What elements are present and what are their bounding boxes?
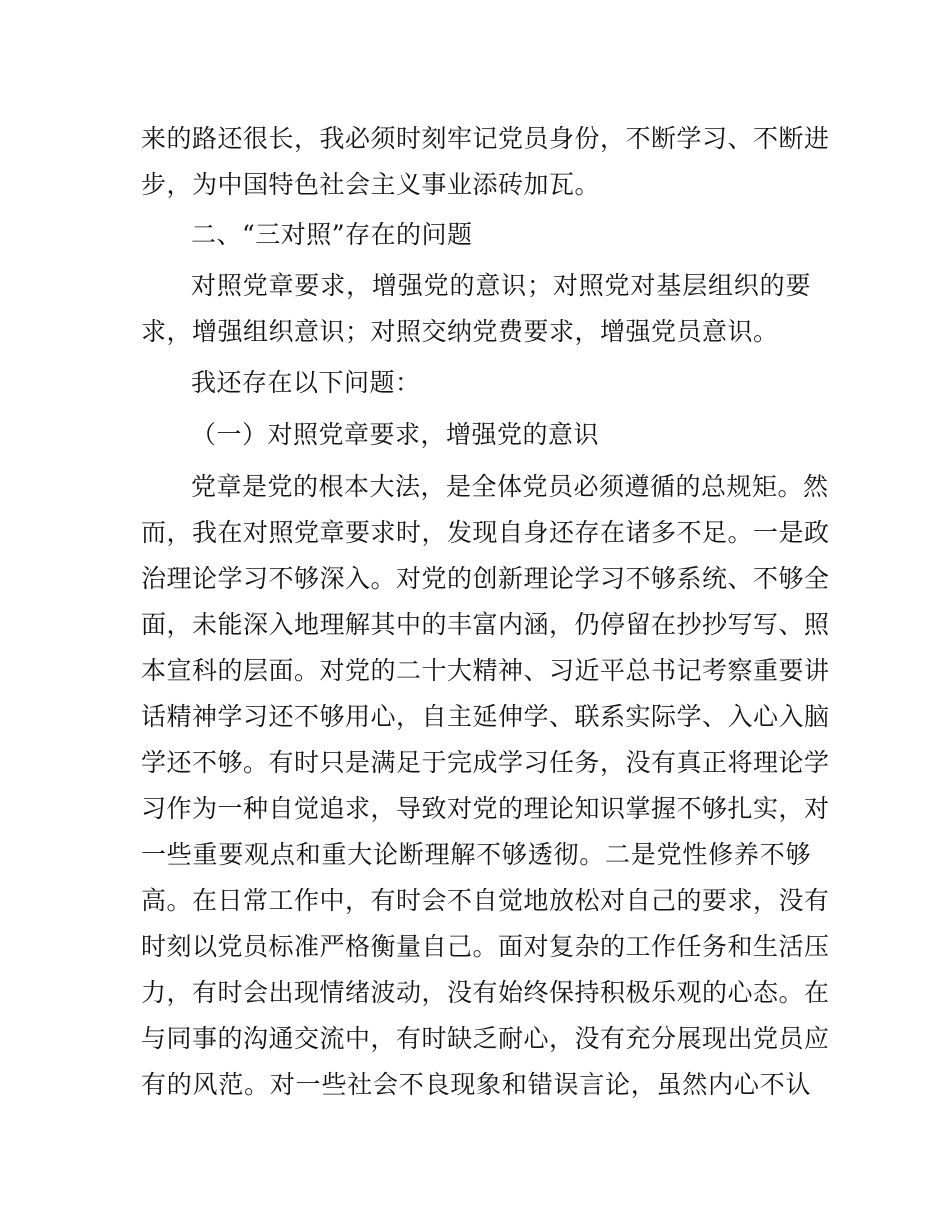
text-line: 来的路还很长，我必须时刻牢记党员身份，不断学习、不断进	[141, 124, 830, 153]
text-line: 面，未能深入地理解其中的丰富内涵，仍停留在抄抄写写、照	[141, 610, 830, 639]
body-paragraph	[141, 464, 830, 1108]
text-line: 时刻以党员标准严格衡量自己。面对复杂的工作任务和生活压	[141, 932, 830, 961]
lead-in-paragraph	[141, 360, 811, 406]
text-line: 习作为一种自觉追求，导致对党的理论知识掌握不够扎实，对	[141, 794, 830, 823]
text-line: 一些重要观点和重大论断理解不够透彻。二是党性修养不够	[141, 840, 811, 869]
text-line: 本宣科的层面。对党的二十大精神、习近平总书记考察重要讲	[141, 656, 830, 685]
subheading-text: （一）对照党章要求，增强党的意识	[191, 420, 600, 449]
summary-paragraph	[141, 263, 811, 355]
text-line: 力，有时会出现情绪波动，没有始终保持积极乐观的心态。在	[141, 978, 830, 1007]
text-line: 学还不够。有时只是满足于完成学习任务，没有真正将理论学	[141, 748, 830, 777]
text-line: 对照党章要求，增强党的意识；对照党对基层组织的要	[191, 271, 811, 300]
intro-paragraph	[141, 116, 830, 208]
lead-in-text: 我还存在以下问题：	[191, 368, 421, 397]
section-heading-text: 二、“三对照”存在的问题	[191, 220, 473, 249]
text-line: 党章是党的根本大法，是全体党员必须遵循的总规矩。然	[191, 472, 829, 501]
text-line: 话精神学习还不够用心，自主延伸学、联系实际学、入心入脑	[141, 702, 830, 731]
text-line: 治理论学习不够深入。对党的创新理论学习不够系统、不够全	[141, 564, 830, 593]
text-line: 有的风范。对一些社会不良现象和错误言论，虽然内心不认	[141, 1070, 811, 1099]
text-line: 而，我在对照党章要求时，发现自身还存在诸多不足。一是政	[141, 518, 830, 547]
text-line: 求，增强组织意识；对照交纳党费要求，增强党员意识。	[141, 317, 779, 346]
text-line: 与同事的沟通交流中，有时缺乏耐心，没有充分展现出党员应	[141, 1024, 830, 1053]
subheading	[141, 412, 811, 458]
text-line: 高。在日常工作中，有时会不自觉地放松对自己的要求，没有	[141, 886, 830, 915]
text-line: 步，为中国特色社会主义事业添砖加瓦。	[141, 170, 601, 199]
section-heading	[141, 212, 811, 258]
